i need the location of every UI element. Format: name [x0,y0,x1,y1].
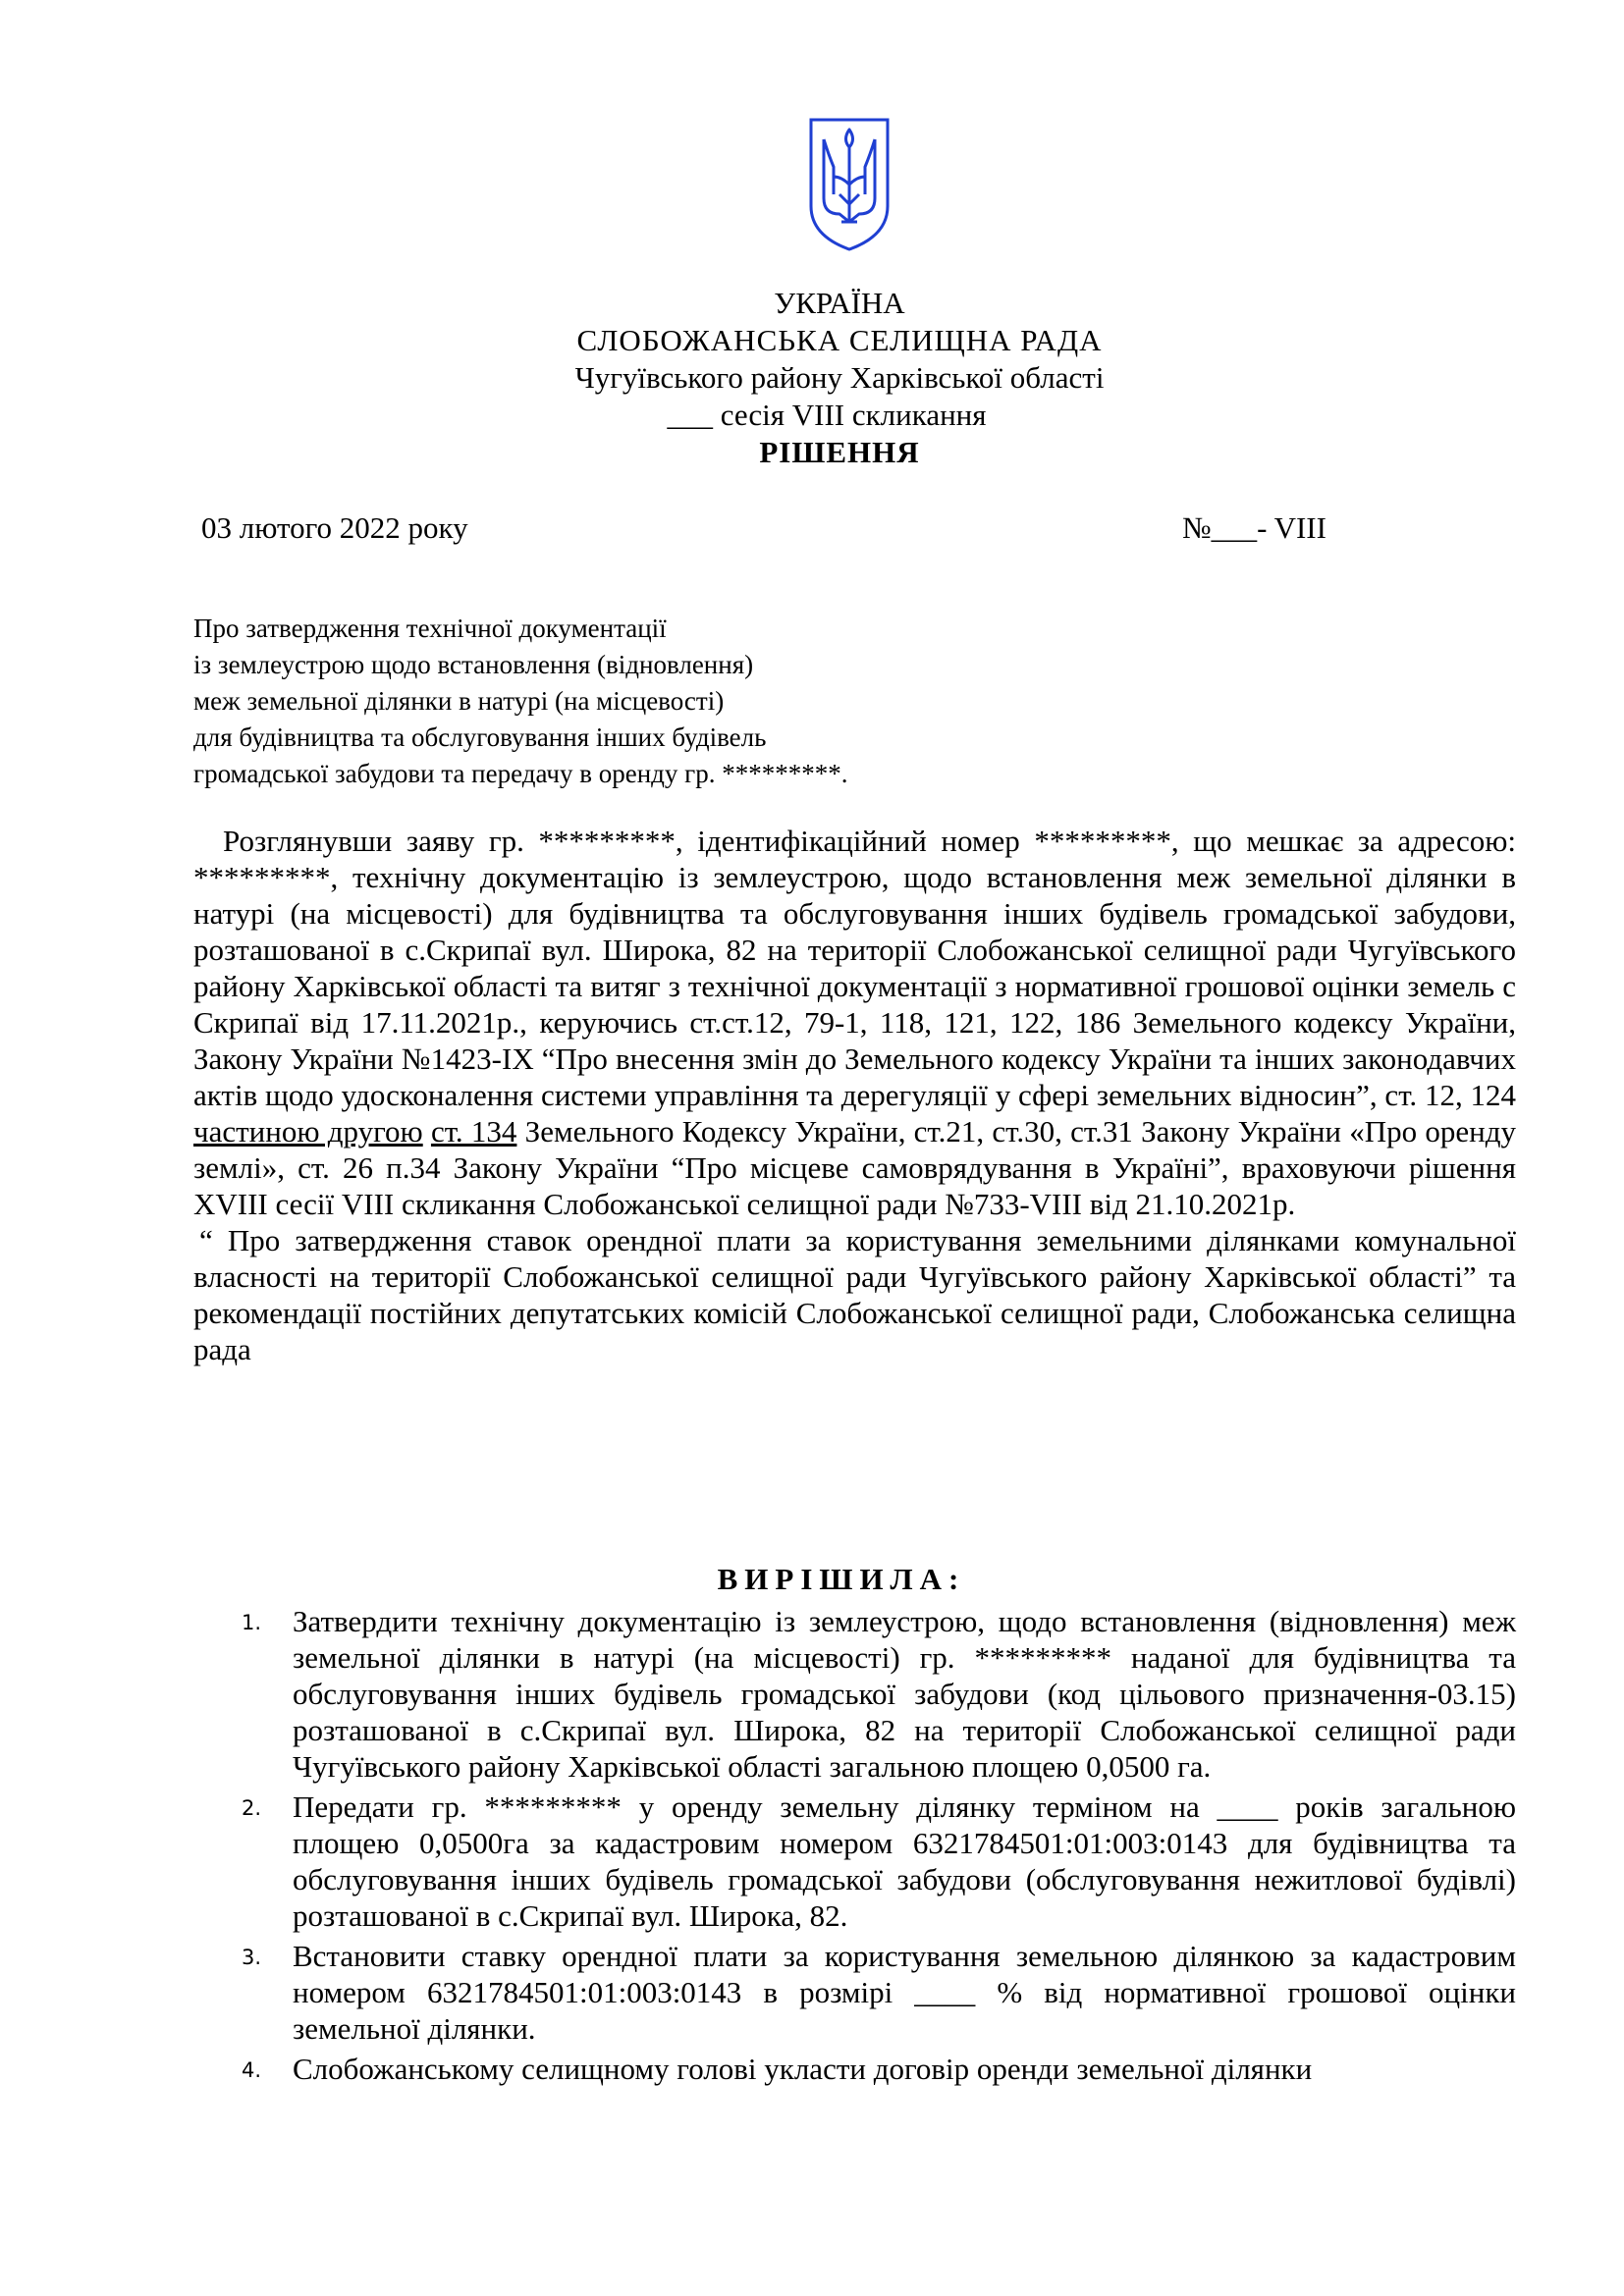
subject-line: меж земельної ділянки в натурі (на місцевості) [193,686,725,716]
item-number: 1. [242,1611,262,1634]
preamble-paragraph [193,823,1516,1222]
subject-line: громадської забудови та передачу в оренду гр. *********. [193,759,848,788]
council-name: СЛОБОЖАНСЬКА СЕЛИЩНА РАДА [576,323,1103,357]
resolved-heading: ВИРІШИЛА: [717,1562,966,1596]
item-text: Слобожанському селищному голові укласти договір оренди земельної ділянки [293,2052,1313,2086]
list-item [242,2051,1516,2087]
decision-subject [193,611,847,792]
decision-date: 03 лютого 2022 року [201,510,468,545]
item-text: Затвердити технічну документацію із землеустрою, щодо встановлення (відновлення) меж земельної ділянки в натурі (на місцевості) гр. ********* наданої для будівництва та обслуговування інших будівель громадської забудови (код цільового призначення-03.15) розташованої в с.Скрипаї вул. Широка, 82 на території Слобожанської селищної ради Чугуївського району Харківської області загальною площею 0,0500 га. [293,1604,1516,1784]
preamble-space [423,1114,431,1148]
list-item [242,1938,1516,2047]
country-name: УКРАЇНА [774,286,905,320]
preamble-paragraph: “ Про затвердження ставок орендної плати за користування земельними ділянками комунальної власності на території Слобожанської селищної ради Чугуївського району Харківської області” та рекомендації постійних депутатських комісій Слобожанської селищної ради, Слобожанська селищна рада [193,1223,1516,1366]
item-text: Передати гр. ********* у оренду земельну ділянку терміном на ____ років загальною площею 0,0500га за кадастровим номером 6321784501:01:003:0143 для будівництва та обслуговування інших будівель громадської забудови (обслуговування нежитлової будівлі) розташованої в с.Скрипаї вул. Широка, 82. [293,1789,1516,1933]
underlined-reference: ст. 134 [430,1114,517,1148]
coat-of-arms-icon [807,116,892,253]
decision-number: №___- VIII [1182,510,1326,545]
list-item [242,1789,1516,1934]
preamble-text: Земельного Кодексу України, ст.21, ст.30, ст.31 Закону України «Про оренду землі», ст. 26 п.34 Закону України “Про місцеве самоврядування в Україні”, враховуючи рішення XVIII сесії VIII скликання Слобожанської селищної ради №733-VIII від 21.10.2021р. [193,1114,1516,1221]
document-header [0,285,1624,471]
underlined-reference: частиною другою [193,1114,423,1148]
resolution-items [242,1603,1516,2091]
subject-line: із землеустрою щодо встановлення (відновлення) [193,650,754,679]
session-line: ___ сесія VIII скликання [667,398,987,432]
subject-line: Про затвердження технічної документації [193,614,667,643]
document-type: РІШЕННЯ [759,435,920,469]
item-number: 4. [242,2058,262,2082]
district-name: Чугуївського району Харківської області [574,360,1105,395]
item-text: Встановити ставку орендної плати за користування земельною ділянкою за кадастровим номером 6321784501:01:003:0143 в розмірі ____ % від нормативної грошової оцінки земельної ділянки. [293,1939,1516,2046]
item-number: 2. [242,1796,262,1820]
preamble [193,823,1516,1367]
list-item [242,1603,1516,1785]
subject-line: для будівництва та обслуговування інших будівель [193,722,767,752]
item-number: 3. [242,1946,262,1969]
preamble-text: Розглянувши заяву гр. *********, ідентифікаційний номер *********, що мешкає за адресою: *********, технічну документацію із землеустрою, щодо встановлення меж земельної ділянки в натурі (на місцевості) для будівництва та обслуговування інших будівель громадської забудови, розташованої в с.Скрипаї вул. Широка, 82 на території Слобожанської селищної ради Чугуївського району Харківської області та витяг з технічної документації з нормативної грошової оцінки земель с Скрипаї від 17.11.2021р., керуючись ст.ст.12, 79-1, 118, 121, 122, 186 Земельного кодексу України, Закону України №1423-IX “Про внесення змін до Земельного кодексу України та інших законодавчих актів щодо удосконалення системи управління та дерегуляції у сфері земельних відносин”, ст. 12, 124 [193,824,1516,1112]
